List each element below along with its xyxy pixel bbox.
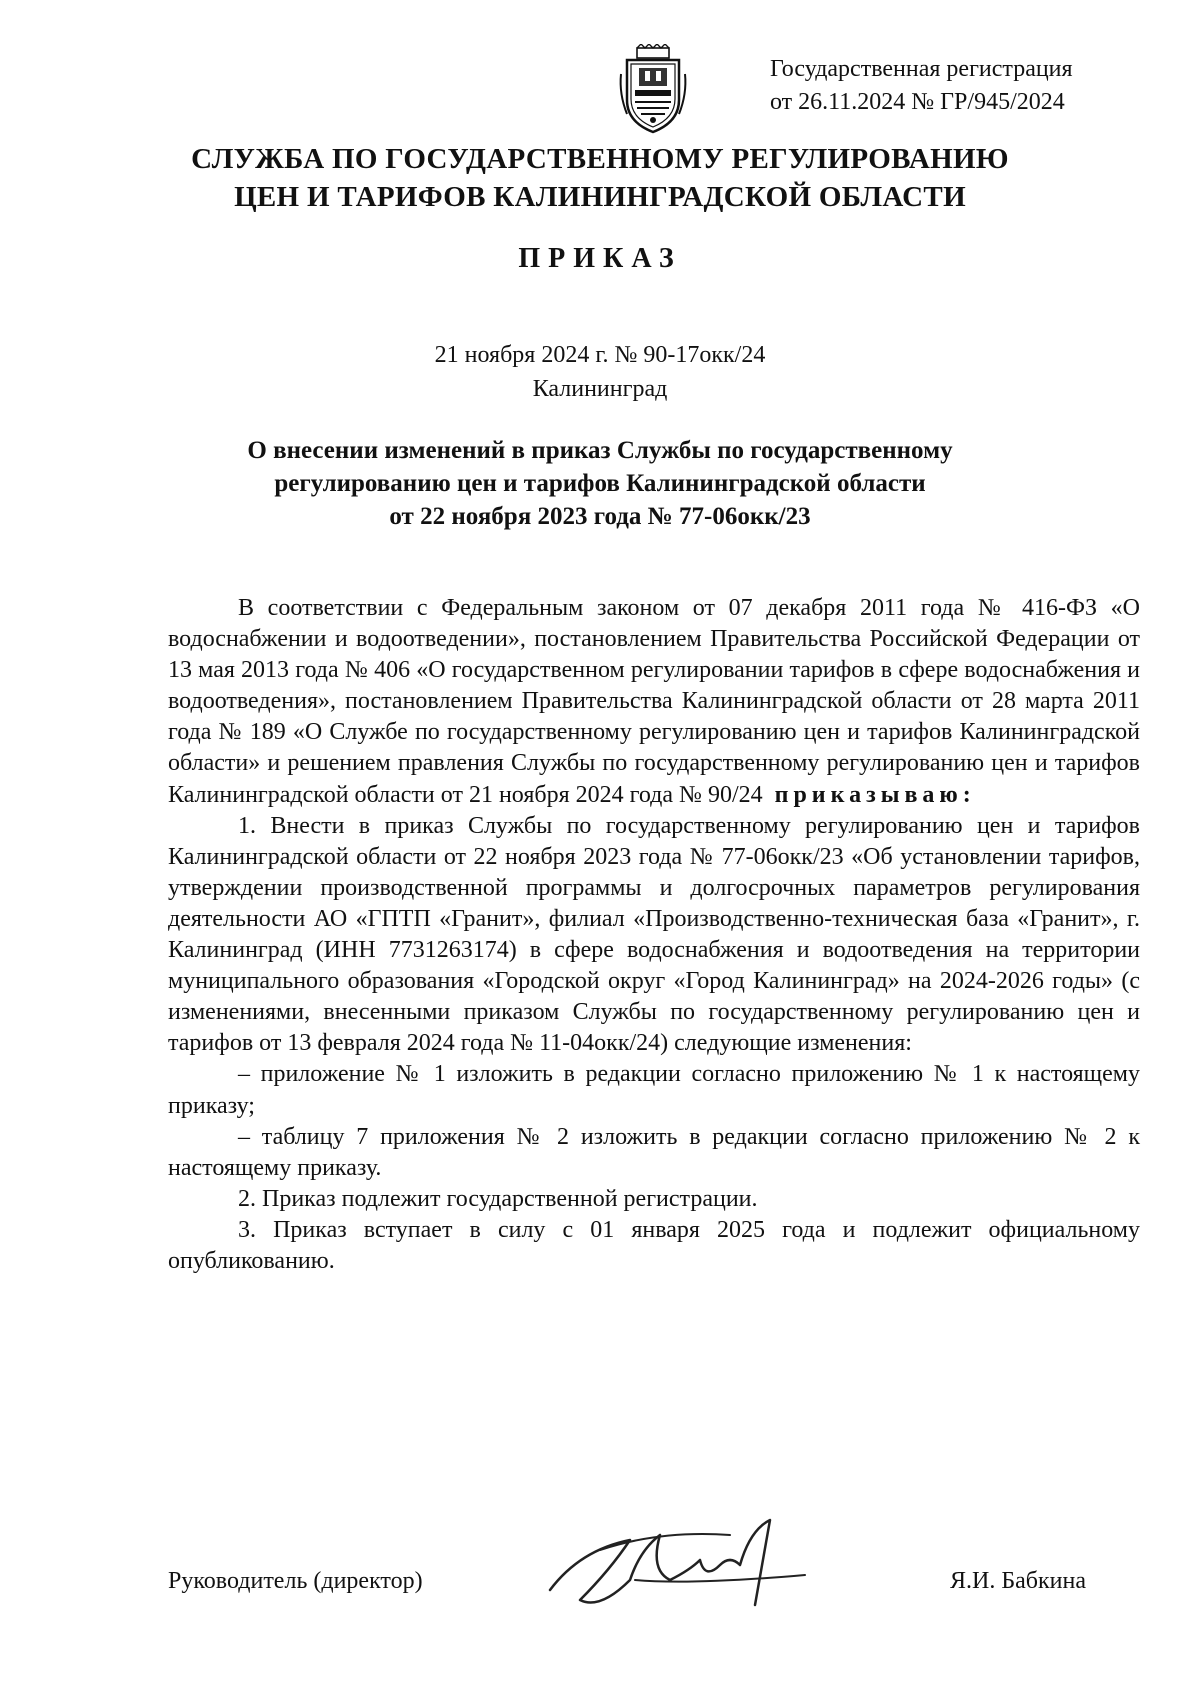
document-type: ПРИКАЗ xyxy=(518,243,682,274)
preamble-paragraph xyxy=(168,593,1140,811)
registration-stamp xyxy=(770,53,1160,119)
item-3: 3. Приказ вступает в силу с 01 января 2025 года и подлежит официальному опубликованию. xyxy=(168,1216,1140,1274)
order-subject xyxy=(0,434,1200,533)
registration-line-2: от 26.11.2024 № ГР/945/2024 xyxy=(770,89,1065,115)
item-1-dash-2: – таблицу 7 приложения № 2 изложить в редакции согласно приложению № 2 к настоящему приказу. xyxy=(168,1123,1140,1181)
subject-line-2: регулированию цен и тарифов Калининградской области xyxy=(274,470,926,497)
subject-line-3: от 22 ноября 2023 года № 77-06окк/23 xyxy=(389,503,811,530)
signer-title: Руководитель (директор) xyxy=(168,1568,423,1594)
handwritten-signature xyxy=(540,1510,820,1630)
date-number-block xyxy=(0,338,1200,406)
agency-header xyxy=(0,140,1200,216)
item-1-dash-1: – приложение № 1 изложить в редакции согласно приложению № 1 к настоящему приказу; xyxy=(168,1061,1140,1119)
order-body xyxy=(168,593,1140,1277)
directive-word: приказываю: xyxy=(774,781,976,808)
agency-line-1: СЛУЖБА ПО ГОСУДАРСТВЕННОМУ РЕГУЛИРОВАНИЮ xyxy=(191,143,1009,175)
coat-of-arms-icon xyxy=(617,44,689,134)
registration-line-1: Государственная регистрация xyxy=(770,56,1073,82)
order-date-number: 21 ноября 2024 г. № 90-17окк/24 xyxy=(434,342,766,368)
order-city: Калининград xyxy=(532,376,668,402)
item-1: 1. Внести в приказ Службы по государственному регулированию цен и тарифов Калининградской области от 22 ноября 2023 года № 77-06окк/23 «Об установлении тарифов, утверждении производственной программы и долгосрочных параметров регулирования деятельности АО «ГПТП «Гранит», филиал «Производственно-техническая база «Гранит», г. Калининград (ИНН 7731263174) в сфере водоснабжения и водоотведения на территории муниципального образования «Городской округ «Город Калининград» на 2024-2026 годы» (с изменениями, внесенными приказом Службы по государственному регулированию цен и тарифов от 13 февраля 2024 года № 11-04окк/24) следующие изменения: xyxy=(168,812,1140,1057)
preamble-text: В соответствии с Федеральным законом от 07 декабря 2011 года № 416-ФЗ «О водоснабжении и водоотведении», постановлением Правительства Российской Федерации от 13 мая 2013 года № 406 «О государственном регулировании тарифов в сфере водоснабжения и водоотведения», постановлением Правительства Калининградской области от 28 марта 2011 года № 189 «О Службе по государственному регулированию цен и тарифов Калининградской области» и решением правления Службы по государственному регулированию цен и тарифов Калининградской области от 21 ноября 2024 года № 90/24 xyxy=(168,595,1140,808)
agency-line-2: ЦЕН И ТАРИФОВ КАЛИНИНГРАДСКОЙ ОБЛАСТИ xyxy=(234,181,966,213)
subject-line-1: О внесении изменений в приказ Службы по государственному xyxy=(247,437,953,464)
signer-name: Я.И. Бабкина xyxy=(950,1568,1086,1594)
item-2: 2. Приказ подлежит государственной регистрации. xyxy=(238,1185,758,1212)
